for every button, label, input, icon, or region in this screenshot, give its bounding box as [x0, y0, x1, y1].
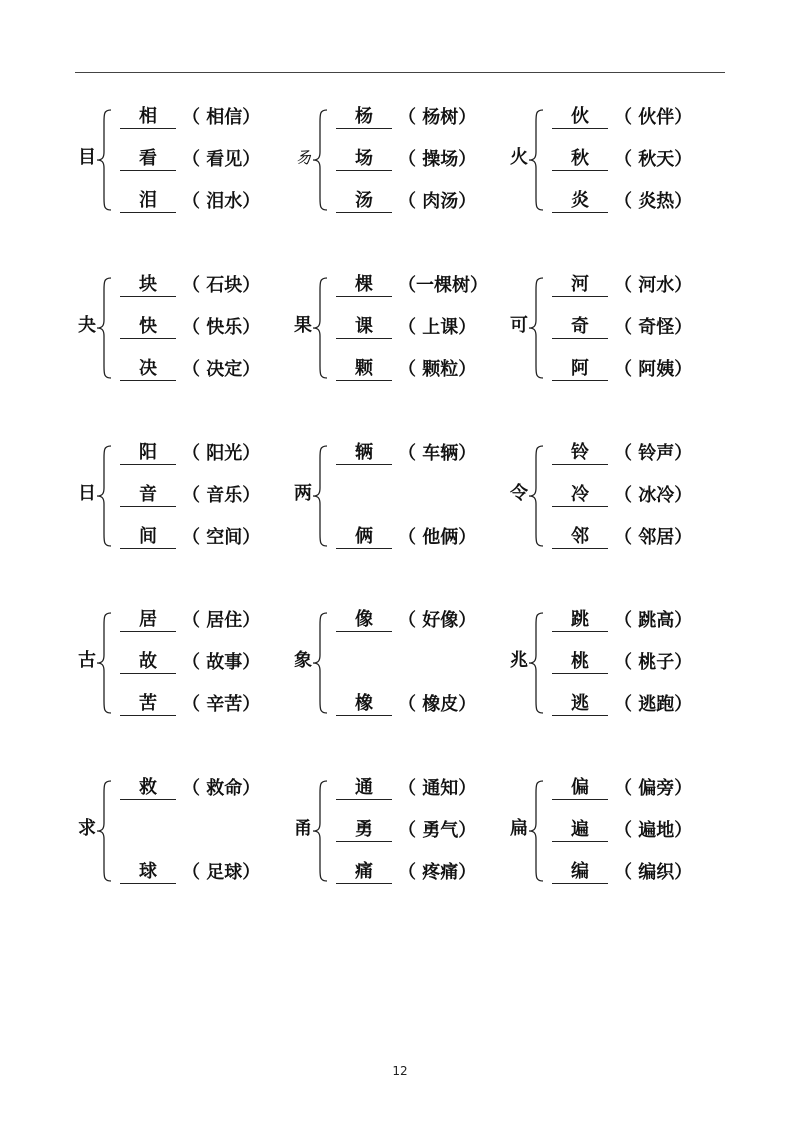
radical-group — [75, 104, 290, 224]
curly-brace — [311, 276, 329, 380]
character-entry — [120, 651, 260, 675]
character-entry — [552, 148, 692, 172]
radical-label: 𠃓 — [294, 148, 312, 168]
example-word: （一棵树） — [398, 275, 488, 296]
answer-character: 铃 — [552, 442, 608, 465]
answer-character: 看 — [120, 148, 176, 171]
answer-character: 炎 — [552, 190, 608, 213]
answer-character: 像 — [336, 609, 392, 632]
example-word: （ 辛苦） — [182, 694, 261, 715]
answer-character: 俩 — [336, 526, 392, 549]
character-entry — [552, 777, 692, 801]
example-word: （ 决定） — [182, 359, 261, 380]
character-entry — [336, 106, 476, 130]
example-word: （ 跳高） — [614, 610, 693, 631]
character-entry — [120, 316, 260, 340]
example-word: （ 上课） — [398, 317, 477, 338]
example-word: （ 救命） — [182, 778, 261, 799]
example-word: （ 秋天） — [614, 149, 693, 170]
curly-brace — [527, 444, 545, 548]
character-entry — [552, 609, 692, 633]
radical-group — [291, 104, 506, 224]
top-rule — [75, 72, 725, 73]
page-number: 12 — [392, 1064, 408, 1078]
character-entry — [552, 442, 692, 466]
character-entry — [336, 609, 476, 633]
curly-brace — [527, 276, 545, 380]
curly-brace — [527, 108, 545, 212]
character-entry — [336, 693, 476, 717]
radical-group — [291, 775, 506, 895]
character-entry — [120, 358, 260, 382]
example-word: （ 石块） — [182, 275, 261, 296]
answer-character: 快 — [120, 316, 176, 339]
answer-character: 泪 — [120, 190, 176, 213]
character-entry — [120, 526, 260, 550]
curly-brace — [95, 611, 113, 715]
answer-character: 通 — [336, 777, 392, 800]
answer-character: 棵 — [336, 274, 392, 297]
example-word: （ 橡皮） — [398, 694, 477, 715]
curly-brace — [527, 611, 545, 715]
radical-label: 果 — [294, 315, 312, 336]
character-entry — [552, 274, 692, 298]
answer-character: 河 — [552, 274, 608, 297]
answer-character: 逃 — [552, 693, 608, 716]
radical-label: 求 — [78, 818, 96, 839]
character-entry — [552, 484, 692, 508]
radical-label: 甬 — [294, 818, 312, 839]
answer-character: 编 — [552, 861, 608, 884]
answer-character: 偏 — [552, 777, 608, 800]
example-word: （ 快乐） — [182, 317, 261, 338]
character-entry — [120, 190, 260, 214]
radical-label: 象 — [294, 650, 312, 671]
example-word: （ 车辆） — [398, 443, 477, 464]
radical-group — [75, 440, 290, 560]
character-entry — [552, 106, 692, 130]
radical-label: 两 — [294, 483, 312, 504]
example-word: （ 看见） — [182, 149, 261, 170]
character-entry — [552, 526, 692, 550]
example-word: （ 故事） — [182, 652, 261, 673]
radical-group — [291, 607, 506, 727]
radical-group — [507, 775, 722, 895]
answer-character: 杨 — [336, 106, 392, 129]
answer-character: 跳 — [552, 609, 608, 632]
example-word: （ 泪水） — [182, 191, 261, 212]
answer-character: 桃 — [552, 651, 608, 674]
radical-group — [291, 272, 506, 392]
example-word: （ 相信） — [182, 107, 261, 128]
example-word: （ 桃子） — [614, 652, 693, 673]
example-word: （ 阳光） — [182, 443, 261, 464]
answer-character: 勇 — [336, 819, 392, 842]
curly-brace — [95, 444, 113, 548]
example-word: （ 好像） — [398, 610, 477, 631]
radical-label: 令 — [510, 483, 528, 504]
answer-character: 决 — [120, 358, 176, 381]
example-word: （ 通知） — [398, 778, 477, 799]
radical-label: 火 — [510, 147, 528, 168]
example-word: （ 勇气） — [398, 820, 477, 841]
curly-brace — [95, 779, 113, 883]
answer-character: 辆 — [336, 442, 392, 465]
character-entry — [120, 274, 260, 298]
character-entry — [552, 190, 692, 214]
character-entry — [552, 819, 692, 843]
answer-character: 相 — [120, 106, 176, 129]
character-entry — [336, 442, 476, 466]
radical-label: 日 — [78, 483, 96, 504]
example-word: （ 炎热） — [614, 191, 693, 212]
example-word: （ 遍地） — [614, 820, 693, 841]
character-entry — [120, 106, 260, 130]
character-entry — [120, 861, 260, 885]
example-word: （ 足球） — [182, 862, 261, 883]
character-entry — [336, 274, 488, 298]
radical-group — [75, 775, 290, 895]
character-entry — [336, 358, 476, 382]
example-word: （ 偏旁） — [614, 778, 693, 799]
example-word: （ 疼痛） — [398, 862, 477, 883]
example-word: （ 居住） — [182, 610, 261, 631]
example-word: （ 冰冷） — [614, 485, 693, 506]
character-entry — [552, 861, 692, 885]
radical-group — [75, 607, 290, 727]
answer-character: 冷 — [552, 484, 608, 507]
answer-character: 秋 — [552, 148, 608, 171]
answer-character: 块 — [120, 274, 176, 297]
curly-brace — [311, 611, 329, 715]
character-entry — [120, 484, 260, 508]
radical-group — [507, 607, 722, 727]
answer-character: 课 — [336, 316, 392, 339]
example-word: （ 邻居） — [614, 527, 693, 548]
radical-label: 兆 — [510, 650, 528, 671]
radical-group — [507, 440, 722, 560]
example-word: （ 逃跑） — [614, 694, 693, 715]
example-word: （ 杨树） — [398, 107, 477, 128]
character-entry — [120, 693, 260, 717]
radical-label: 夬 — [78, 315, 96, 336]
character-entry — [336, 777, 476, 801]
example-word: （ 音乐） — [182, 485, 261, 506]
character-entry — [120, 148, 260, 172]
answer-character: 场 — [336, 148, 392, 171]
answer-character: 痛 — [336, 861, 392, 884]
example-word: （ 操场） — [398, 149, 477, 170]
character-entry — [336, 526, 476, 550]
character-entry — [336, 861, 476, 885]
answer-character: 遍 — [552, 819, 608, 842]
example-word: （ 肉汤） — [398, 191, 477, 212]
curly-brace — [95, 108, 113, 212]
character-entry — [552, 651, 692, 675]
answer-character: 汤 — [336, 190, 392, 213]
answer-character: 音 — [120, 484, 176, 507]
answer-character: 颗 — [336, 358, 392, 381]
character-entry — [552, 358, 692, 382]
example-word: （ 奇怪） — [614, 317, 693, 338]
example-word: （ 河水） — [614, 275, 693, 296]
answer-character: 居 — [120, 609, 176, 632]
answer-character: 奇 — [552, 316, 608, 339]
character-entry — [120, 777, 260, 801]
example-word: （ 铃声） — [614, 443, 693, 464]
answer-character: 球 — [120, 861, 176, 884]
character-entry — [552, 316, 692, 340]
radical-group — [507, 272, 722, 392]
example-word: （ 伙伴） — [614, 107, 693, 128]
example-word: （ 他俩） — [398, 527, 477, 548]
example-word: （ 阿姨） — [614, 359, 693, 380]
radical-label: 古 — [78, 650, 96, 671]
answer-character: 阿 — [552, 358, 608, 381]
answer-character: 苦 — [120, 693, 176, 716]
curly-brace — [527, 779, 545, 883]
answer-character: 救 — [120, 777, 176, 800]
character-entry — [552, 693, 692, 717]
curly-brace — [311, 779, 329, 883]
answer-character: 橡 — [336, 693, 392, 716]
answer-character: 故 — [120, 651, 176, 674]
answer-character: 邻 — [552, 526, 608, 549]
answer-character: 间 — [120, 526, 176, 549]
radical-group — [507, 104, 722, 224]
radical-label: 可 — [510, 315, 528, 336]
example-word: （ 颗粒） — [398, 359, 477, 380]
character-entry — [120, 609, 260, 633]
curly-brace — [311, 108, 329, 212]
curly-brace — [95, 276, 113, 380]
character-entry — [336, 190, 476, 214]
answer-character: 伙 — [552, 106, 608, 129]
radical-label: 扁 — [510, 818, 528, 839]
character-entry — [120, 442, 260, 466]
radical-group — [291, 440, 506, 560]
example-word: （ 编织） — [614, 862, 693, 883]
character-entry — [336, 316, 476, 340]
character-entry — [336, 819, 476, 843]
answer-character: 阳 — [120, 442, 176, 465]
radical-label: 目 — [78, 147, 96, 168]
character-entry — [336, 148, 476, 172]
radical-group — [75, 272, 290, 392]
example-word: （ 空间） — [182, 527, 261, 548]
curly-brace — [311, 444, 329, 548]
